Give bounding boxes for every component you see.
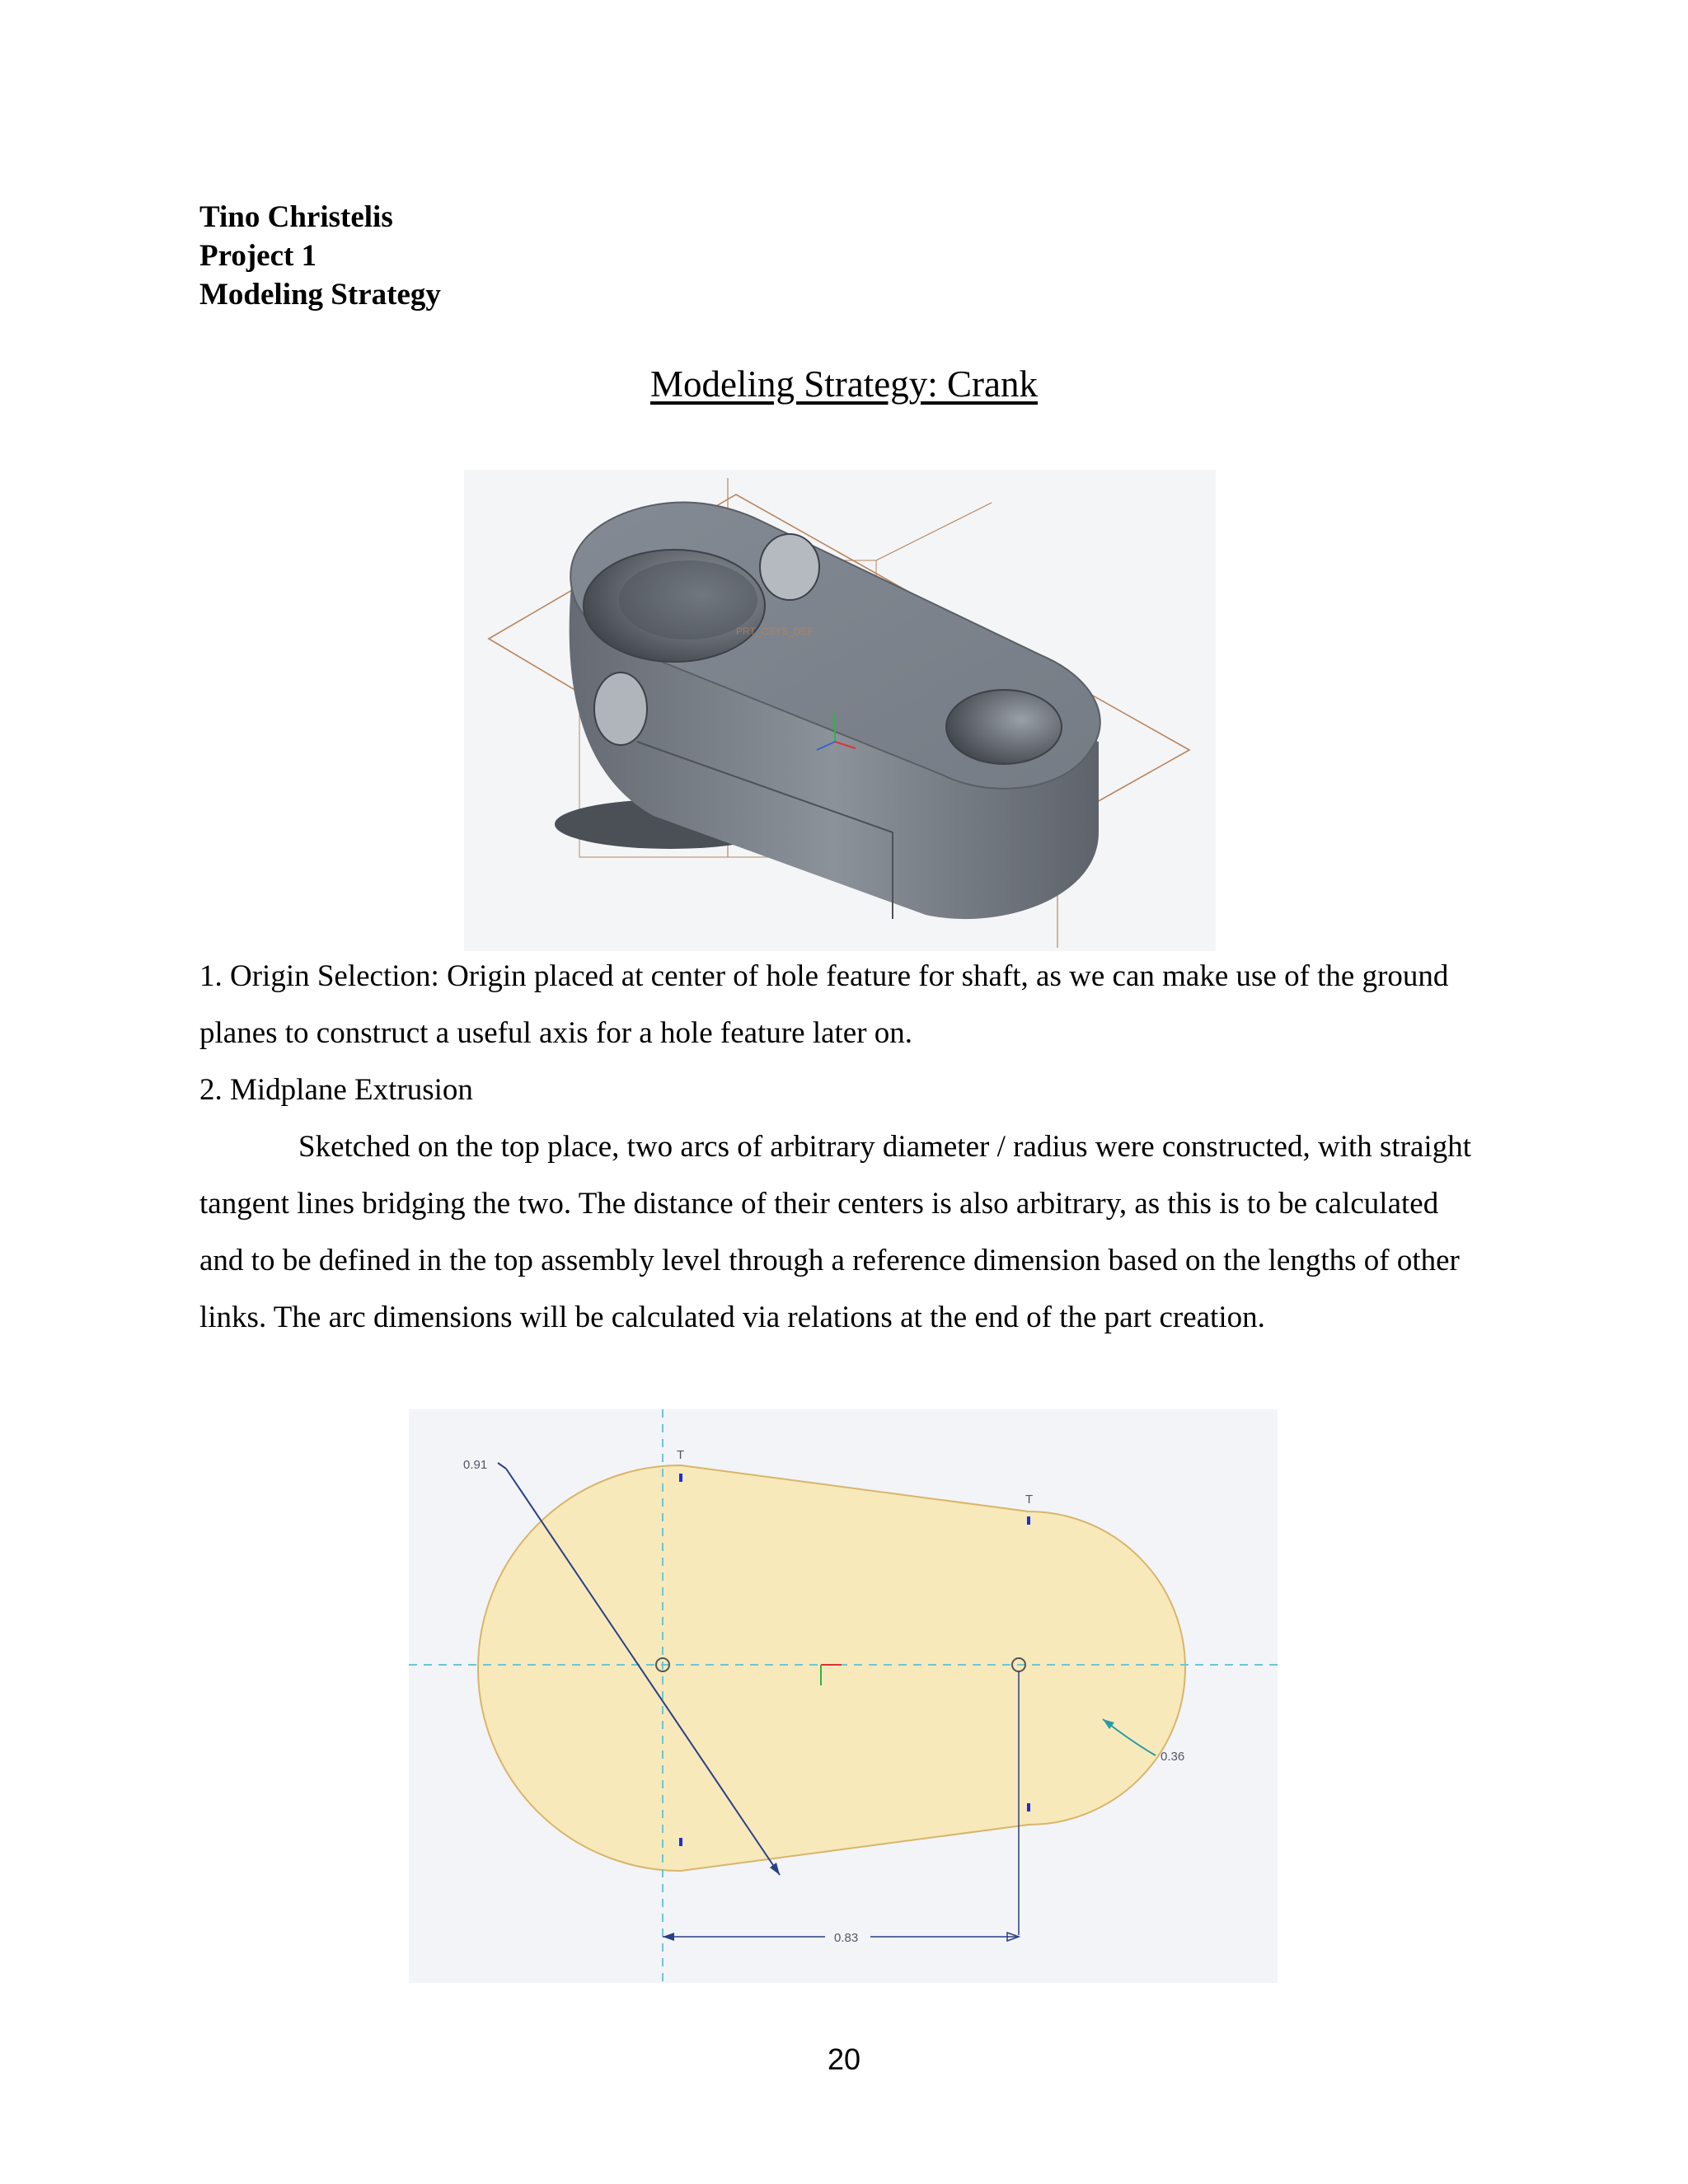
dim-center-distance: 0.83 (834, 1931, 859, 1945)
tangent-mark-right: T (1025, 1493, 1034, 1507)
tangent-mark-left: T (677, 1448, 685, 1462)
dim-large-diameter: 0.91 (463, 1458, 488, 1472)
crank-sketch-figure (409, 1409, 1278, 1983)
subject-label: Modeling Strategy (199, 278, 441, 312)
origin-paragraph: 1. Origin Selection: Origin placed at center of hole feature for shaft, as we can make use of the ground planes to construct a useful axis for a hole feature later on. (199, 959, 1449, 1050)
midplane-paragraph: Sketched on the top place, two arcs of arbitrary diameter / radius were constructed, with straight tangent lines bridging the two. The distance of their centers is also arbitrary, as this is to be calculated and to be defined in the top assembly level through a reference dimension based on the lengths of other links. The arc dimensions will be calculated via relations at the end of the part creation. (199, 1130, 1471, 1334)
body-text (199, 948, 1485, 1346)
crank-3d-render (464, 470, 1216, 951)
page-title: Modeling Strategy: Crank (650, 363, 1038, 405)
page-number: 20 (827, 2042, 861, 2076)
sketch-profile (478, 1465, 1185, 1871)
project-label: Project 1 (199, 239, 317, 273)
csys-label: PRT_CSYS_DEF (736, 626, 814, 637)
author-name: Tino Christelis (199, 200, 393, 234)
dim-small-radius: 0.36 (1160, 1750, 1185, 1764)
document-header (199, 198, 441, 314)
midplane-heading: 2. Midplane Extrusion (199, 1073, 473, 1107)
